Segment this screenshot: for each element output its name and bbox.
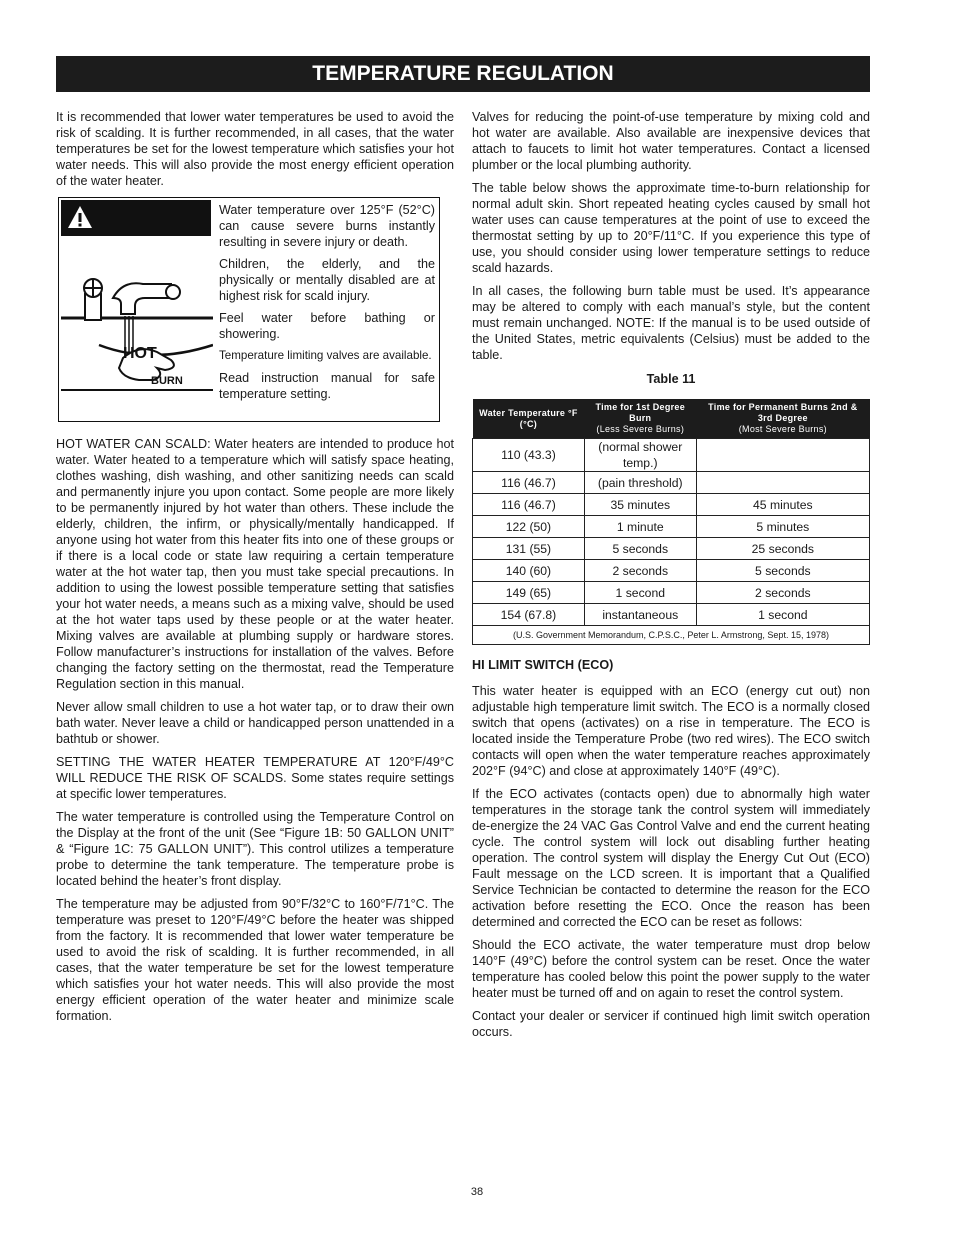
adjust-paragraph: The temperature may be adjusted from 90°F/32°C to 160°F/71°C. The temperature was preset to 120°F/49°C before the heater was shipped from the factory. It is recommended that lower water temperature be used to avoid the risk of scalding. It is further recommended, in all cases, that the water temperature be set for the lowest temperature which satisfies your hot water needs. This will also provide the most energy efficient operation of the water heater and minimize scale formation.: [56, 897, 454, 1023]
danger-header-text: DANGER: [61, 240, 183, 271]
burn-table-paragraph: In all cases, the following burn table must be used. It’s appearance may be altered to comply with each manual’s style, but the content must remain unchanged. NOTE: If the manual is to be used outside of the United States, metric equivalents (Celsius) must be added to the table.: [472, 284, 870, 362]
table-row: 122 (50) 1 minute 5 minutes: [473, 516, 870, 538]
danger-item: Water temperature over 125°F (52°C) can cause severe burns instantly resulting in severe injury or death.: [219, 203, 435, 249]
danger-item: Feel water before bathing or showering.: [219, 311, 435, 341]
page-title: TEMPERATURE REGULATION: [56, 56, 870, 92]
children-paragraph: Never allow small children to use a hot water tap, or to draw their own bath water. Never leave a child or handicapped person unattended in a bathtub or shower.: [56, 700, 454, 746]
table-row: 110 (43.3) (normal shower temp.): [473, 439, 870, 472]
eco-activation-paragraph: If the ECO activates (contacts open) due to abnormally high water temperatures in the storage tank the control system will immediately de-energize the 24 VAC Gas Control Valve and end the current heating cycle. The control system will lock out disabling further heating operation. The control system will display the Energy Cut Out (ECO) Fault message on the LCD screen. It is important that a Qualified Service Technician be contacted to determine the reason for the ECO activation before resetting the ECO. Once the reason has been determined and corrected the ECO can be reset as follows:: [472, 787, 870, 929]
right-column: [472, 109, 870, 1047]
table-row: 116 (46.7) (pain threshold): [473, 472, 870, 494]
burn-image-label: BURN: [151, 375, 183, 387]
danger-label: [58, 197, 440, 422]
table-header: Time for Permanent Burns 2nd & 3rd Degree (Most Severe Burns): [696, 399, 869, 439]
table-note-row: [473, 626, 870, 645]
table-row: 116 (46.7) 35 minutes 45 minutes: [473, 494, 870, 516]
table-note: (U.S. Government Memorandum, C.P.S.C., Peter L. Armstrong, Sept. 15, 1978): [473, 626, 870, 645]
eco-reset-paragraph: Should the ECO activate, the water temperature must drop below 140°F (49°C) before the control system can be reset. Once the water temperature has cooled below this point the power supply to the water heater must be turned off and on again to reset the control system.: [472, 938, 870, 1000]
table-row: 140 (60) 2 seconds 5 seconds: [473, 560, 870, 582]
table-row: 131 (55) 5 seconds 25 seconds: [473, 538, 870, 560]
hot-water-faucet-image: [61, 240, 213, 418]
control-paragraph: The water temperature is controlled using the Temperature Control on the Display at the front of the unit (See “Figure 1B: 50 GALLON UNIT” & “Figure 1C: 75 GALLON UNIT”). This control utilizes a temperature probe to determine the tank temperature. The temperature probe is located behind the heater’s front display.: [56, 810, 454, 888]
danger-item: Read instruction manual for safe temperature setting.: [219, 371, 435, 401]
eco-paragraph: This water heater is equipped with an ECO (energy cut out) non adjustable high temperature limit switch. The ECO is a normally closed switch that opens (activates) on a rise in temperature. The ECO is located inside the Temperature Probe (two red wires). The ECO switch contacts will open when the water temperature reaches approximately 202°F (94°C) and close at approximately 140°F (49°C).: [472, 684, 870, 778]
table-caption: Table 11: [646, 372, 696, 386]
valves-paragraph: Valves for reducing the point-of-use temperature by mixing cold and hot water are available. Also available are inexpensive devices that attach to faucets to limit hot water temperatures. Contact a licensed plumber or the local plumbing authority.: [472, 110, 870, 172]
eco-subheading: HI LIMIT SWITCH (ECO): [472, 658, 614, 672]
contact-paragraph: Contact your dealer or servicer if continued high limit switch operation occurs.: [472, 1009, 870, 1039]
table-header-row: [473, 399, 870, 439]
time-to-burn-paragraph: The table below shows the approximate time-to-burn relationship for normal adult skin. Short repeated heating cycles caused by small hot water uses can cause temperatures at the point of use to exceed the thermostat setting by up to 20°F/11°C. If you experience this type of use, you should consider using lower temperature settings to reduce scald hazards.: [472, 181, 870, 275]
warning-triangle-icon: [67, 202, 93, 238]
intro-paragraph: It is recommended that lower water temperatures be used to avoid the risk of scalding. It is further recommended, in all cases, that the water temperatures be set for the lowest temperature which satisfies your hot water needs. This will also provide the most energy efficient operation of the water heater.: [56, 110, 454, 188]
table-row: 154 (67.8) instantaneous 1 second: [473, 604, 870, 626]
burn-table: [472, 399, 870, 645]
table-row: 149 (65) 1 second 2 seconds: [473, 582, 870, 604]
left-column: [56, 109, 454, 1031]
setting-paragraph: SETTING THE WATER HEATER TEMPERATURE AT 120°F/49°C WILL REDUCE THE RISK OF SCALDS. Some states require settings at specific lower temperatures.: [56, 755, 454, 801]
table-header: Water Temperature °F (°C): [473, 399, 585, 439]
danger-text-block: [219, 202, 435, 408]
danger-header: [61, 200, 211, 271]
table-header: Time for 1st Degree Burn (Less Severe Burns): [584, 399, 696, 439]
danger-item: Temperature limiting valves are available.: [219, 349, 432, 362]
page-number: 38: [470, 1186, 484, 1198]
hot-image-label: HOT: [123, 345, 157, 362]
danger-item: Children, the elderly, and the physically or mentally disabled are at highest risk for scald injury.: [219, 257, 435, 303]
scald-paragraph: HOT WATER CAN SCALD: Water heaters are intended to produce hot water. Water heated to a temperature which will satisfy space heating, clothes washing, dish washing, and other sanitizing needs can scald and permanently injure you upon contact. Some people are more likely to be permanently injured by hot water than others. These include the elderly, children, the infirm, or physically/mentally handicapped. If anyone using hot water from this heater fits into one of these groups or if there is a local code or state law requiring a certain temperature water at the hot water tap, then you must take special precautions. In addition to using the lowest possible temperature setting that satisfies your hot water needs, a means such as a mixing valve, should be used at the hot water taps used by these people or at the water heater. Mixing valves are available at plumbing supply or hardware stores. Follow manufacturer’s instructions for installation of the valves. Before changing the factory setting on the thermostat, read the Temperature Regulation section in this manual.: [56, 437, 454, 691]
